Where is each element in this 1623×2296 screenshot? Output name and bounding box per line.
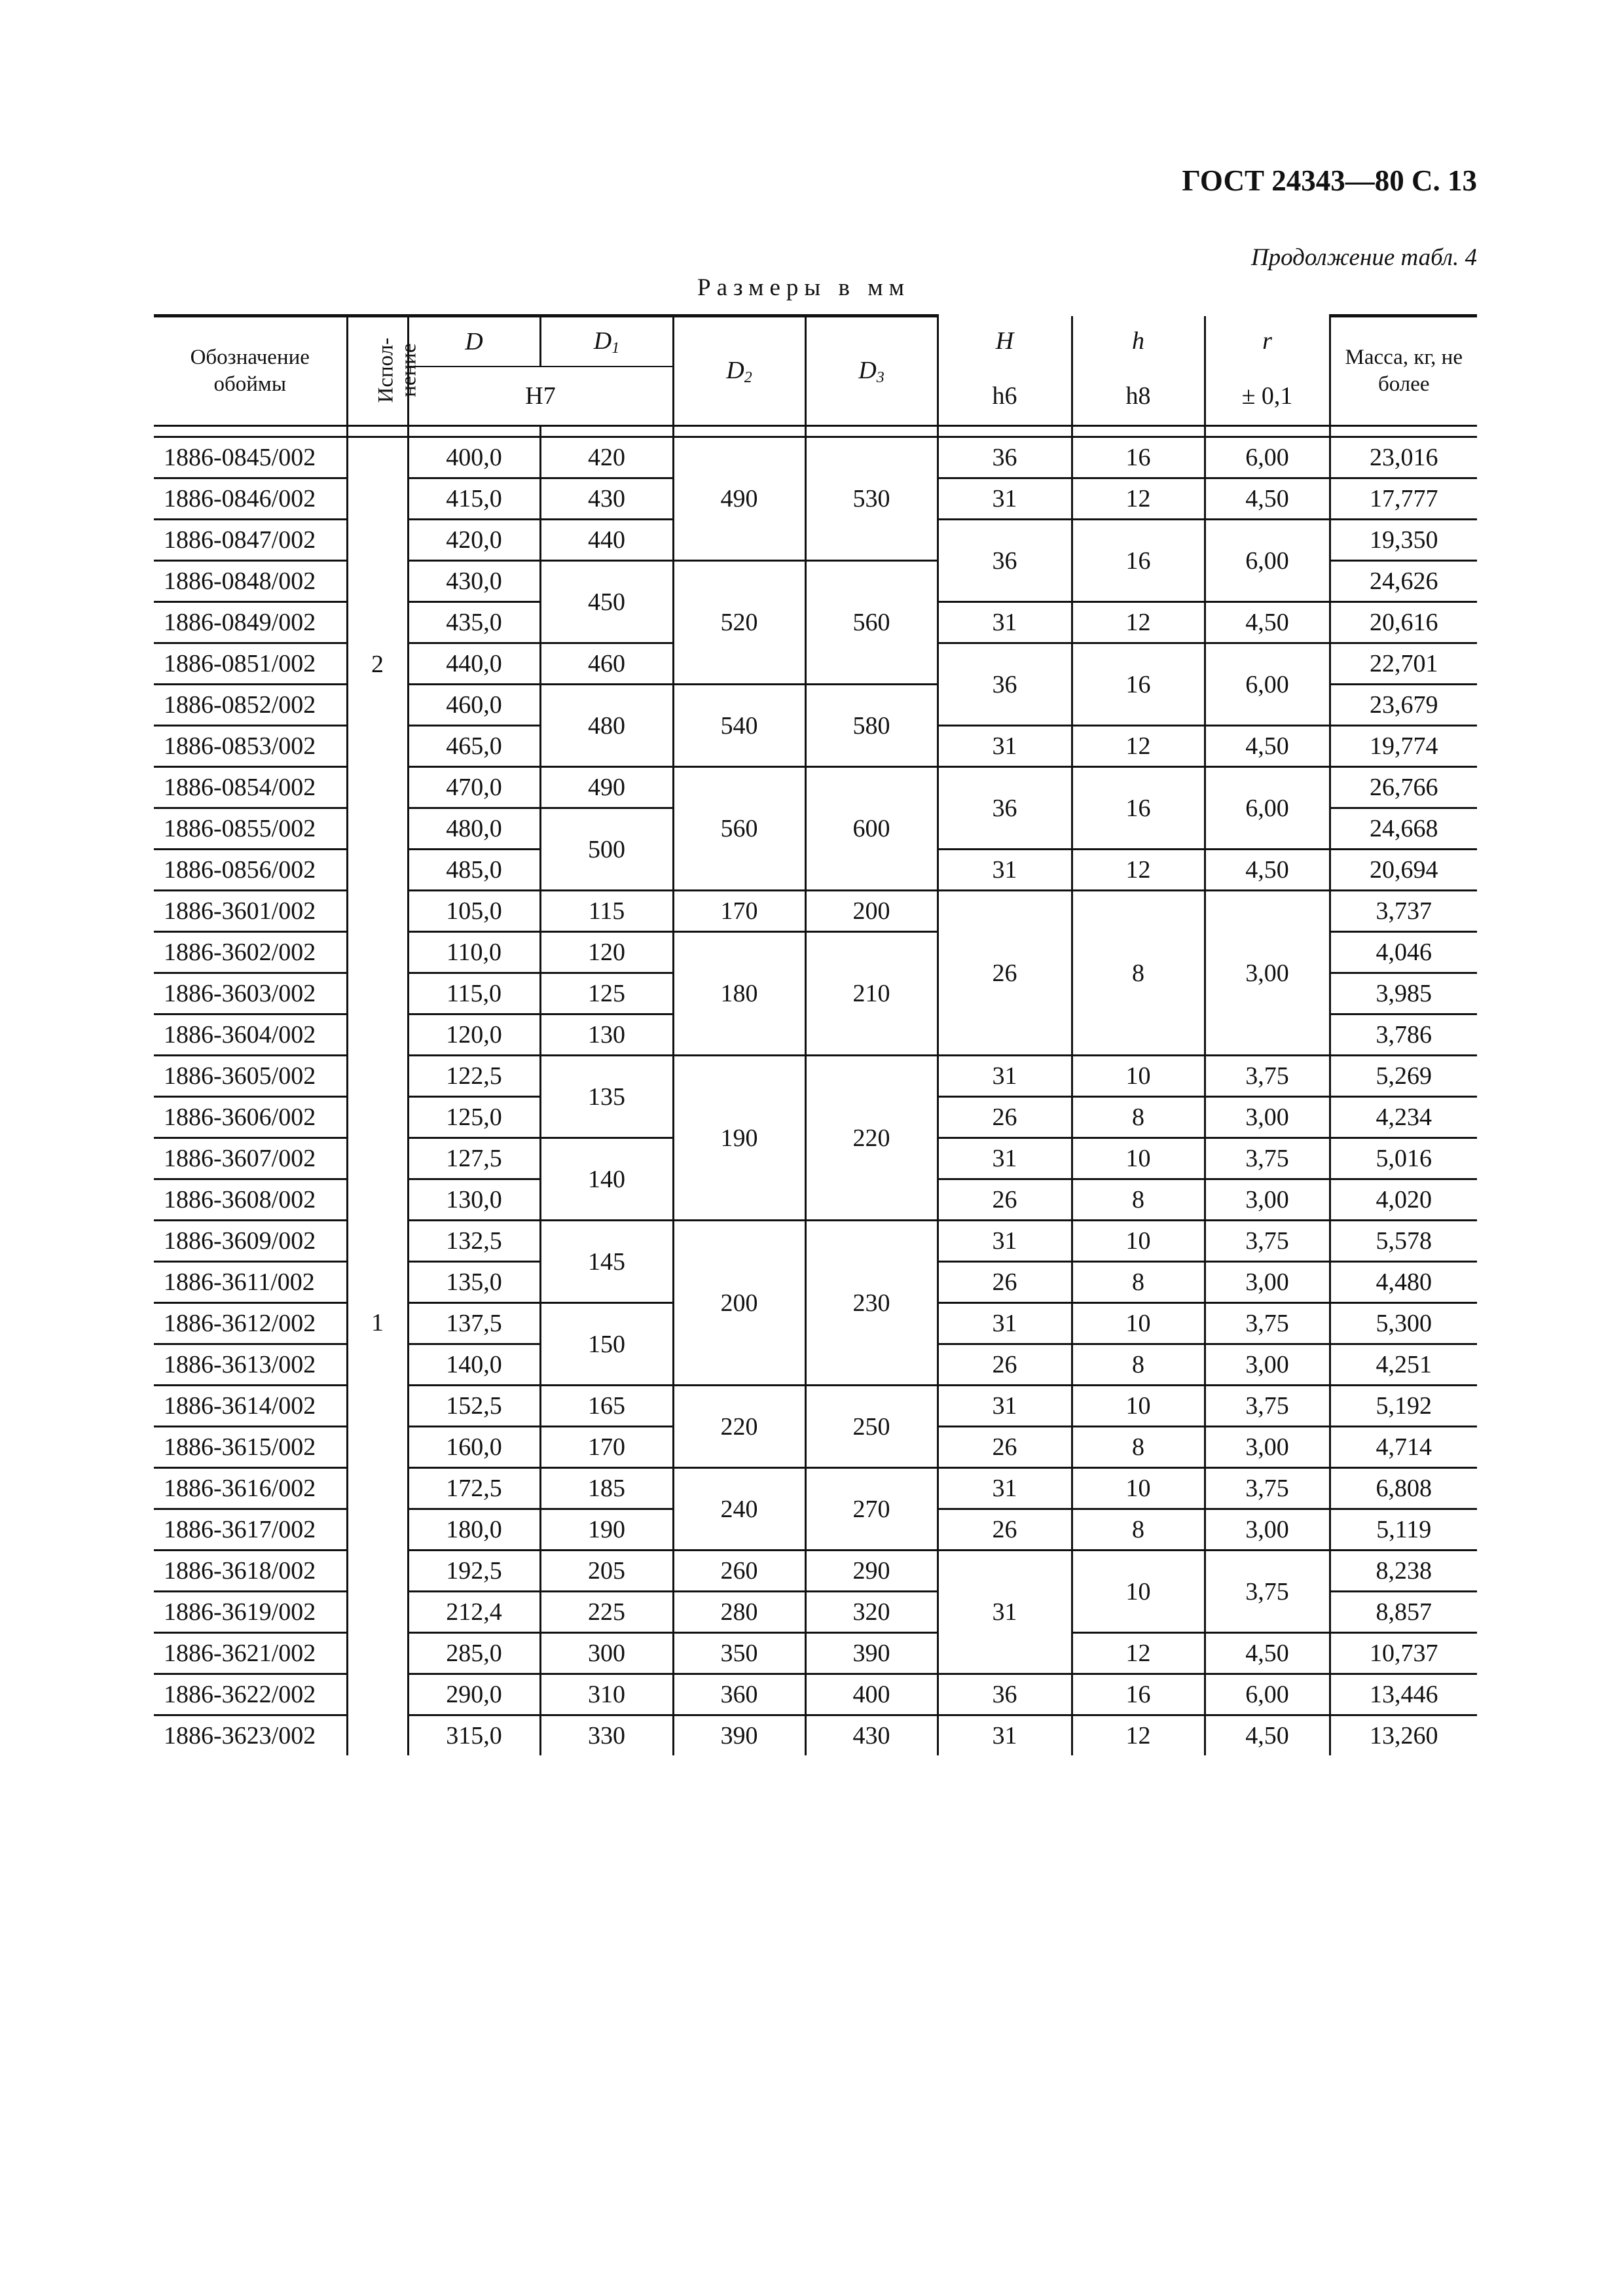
header-designation: Обозначение обоймы	[154, 316, 347, 426]
cell-D: 415,0	[408, 478, 540, 520]
cell-D: 140,0	[408, 1344, 540, 1386]
cell-r: 4,50	[1205, 1633, 1330, 1674]
cell-D1: 125	[540, 973, 673, 1014]
cell-designation: 1886-3622/002	[154, 1674, 347, 1715]
cell-D1: 115	[540, 891, 673, 932]
cell-H: 31	[938, 726, 1072, 767]
cell-H: 26	[938, 1262, 1072, 1303]
cell-D1: 440	[540, 520, 673, 561]
cell-D1: 140	[540, 1138, 673, 1221]
cell-mass: 3,737	[1330, 891, 1477, 932]
cell-mass: 23,016	[1330, 437, 1477, 478]
header-r-tolerance: ± 0,1	[1205, 367, 1330, 426]
cell-D: 192,5	[408, 1551, 540, 1592]
cell-D: 290,0	[408, 1674, 540, 1715]
cell-r: 3,75	[1205, 1056, 1330, 1097]
cell-D: 132,5	[408, 1221, 540, 1262]
cell-D1: 130	[540, 1014, 673, 1056]
cell-H: 36	[938, 643, 1072, 726]
cell-D: 135,0	[408, 1262, 540, 1303]
header-D1: $D_1$	[540, 316, 673, 367]
cell-r: 3,00	[1205, 1344, 1330, 1386]
cell-D: 440,0	[408, 643, 540, 685]
cell-designation: 1886-3618/002	[154, 1551, 347, 1592]
cell-h: 8	[1072, 891, 1205, 1056]
cell-D1: 225	[540, 1592, 673, 1633]
cell-mass: 4,251	[1330, 1344, 1477, 1386]
cell-H: 26	[938, 1427, 1072, 1468]
header-D-D1-tolerance: H7	[408, 367, 673, 426]
cell-h: 16	[1072, 1674, 1205, 1715]
cell-D1: 165	[540, 1386, 673, 1427]
cell-h: 12	[1072, 1715, 1205, 1756]
cell-mass: 17,777	[1330, 478, 1477, 520]
cell-H: 31	[938, 478, 1072, 520]
cell-h: 12	[1072, 1633, 1205, 1674]
cell-mass: 13,260	[1330, 1715, 1477, 1756]
cell-D3: 400	[805, 1674, 938, 1715]
cell-h: 16	[1072, 643, 1205, 726]
dimensions-table-wrapper	[154, 314, 1477, 1755]
cell-r: 3,00	[1205, 1262, 1330, 1303]
header-H-tolerance: h6	[938, 367, 1072, 426]
cell-mass: 8,857	[1330, 1592, 1477, 1633]
cell-h: 16	[1072, 520, 1205, 602]
cell-H: 31	[938, 602, 1072, 643]
cell-D3: 580	[805, 685, 938, 767]
cell-mass: 4,020	[1330, 1179, 1477, 1221]
cell-mass: 24,626	[1330, 561, 1477, 602]
cell-designation: 1886-3609/002	[154, 1221, 347, 1262]
cell-D1: 500	[540, 808, 673, 891]
header-h: h	[1072, 316, 1205, 367]
cell-h: 8	[1072, 1344, 1205, 1386]
cell-D: 120,0	[408, 1014, 540, 1056]
cell-H: 31	[938, 1056, 1072, 1097]
cell-H: 26	[938, 1179, 1072, 1221]
page-header: ГОСТ 24343—80 С. 13	[1182, 164, 1477, 197]
cell-r: 6,00	[1205, 643, 1330, 726]
cell-designation: 1886-0853/002	[154, 726, 347, 767]
cell-D2: 220	[673, 1386, 805, 1468]
cell-D3: 210	[805, 932, 938, 1056]
cell-mass: 3,786	[1330, 1014, 1477, 1056]
cell-r: 3,00	[1205, 1179, 1330, 1221]
cell-D1: 185	[540, 1468, 673, 1509]
cell-mass: 19,774	[1330, 726, 1477, 767]
cell-r: 3,75	[1205, 1138, 1330, 1179]
cell-mass: 19,350	[1330, 520, 1477, 561]
cell-D: 470,0	[408, 767, 540, 808]
cell-D: 172,5	[408, 1468, 540, 1509]
cell-D: 152,5	[408, 1386, 540, 1427]
cell-D1: 480	[540, 685, 673, 767]
cell-h: 8	[1072, 1509, 1205, 1551]
cell-D2: 390	[673, 1715, 805, 1756]
cell-D1: 310	[540, 1674, 673, 1715]
cell-designation: 1886-0849/002	[154, 602, 347, 643]
cell-r: 4,50	[1205, 726, 1330, 767]
cell-D2: 240	[673, 1468, 805, 1551]
cell-mass: 3,985	[1330, 973, 1477, 1014]
cell-version: 1	[347, 891, 408, 1756]
cell-designation: 1886-3602/002	[154, 932, 347, 973]
cell-H: 31	[938, 1138, 1072, 1179]
cell-r: 6,00	[1205, 520, 1330, 602]
cell-D: 130,0	[408, 1179, 540, 1221]
cell-mass: 5,300	[1330, 1303, 1477, 1344]
dimensions-table	[154, 314, 1477, 1755]
cell-D1: 150	[540, 1303, 673, 1386]
cell-r: 6,00	[1205, 767, 1330, 850]
cell-mass: 4,234	[1330, 1097, 1477, 1138]
cell-r: 3,75	[1205, 1468, 1330, 1509]
cell-mass: 23,679	[1330, 685, 1477, 726]
cell-designation: 1886-3606/002	[154, 1097, 347, 1138]
cell-mass: 5,119	[1330, 1509, 1477, 1551]
cell-D2: 170	[673, 891, 805, 932]
cell-designation: 1886-0854/002	[154, 767, 347, 808]
cell-r: 3,00	[1205, 891, 1330, 1056]
cell-D: 180,0	[408, 1509, 540, 1551]
cell-H: 26	[938, 1097, 1072, 1138]
cell-mass: 20,616	[1330, 602, 1477, 643]
cell-h: 16	[1072, 437, 1205, 478]
cell-designation: 1886-0851/002	[154, 643, 347, 685]
cell-D3: 390	[805, 1633, 938, 1674]
cell-h: 8	[1072, 1427, 1205, 1468]
table-row	[154, 437, 1477, 478]
cell-designation: 1886-3621/002	[154, 1633, 347, 1674]
cell-D1: 330	[540, 1715, 673, 1756]
cell-designation: 1886-3601/002	[154, 891, 347, 932]
cell-designation: 1886-0848/002	[154, 561, 347, 602]
cell-D: 110,0	[408, 932, 540, 973]
cell-D: 430,0	[408, 561, 540, 602]
cell-h: 12	[1072, 726, 1205, 767]
cell-D: 127,5	[408, 1138, 540, 1179]
cell-h: 8	[1072, 1262, 1205, 1303]
cell-designation: 1886-3611/002	[154, 1262, 347, 1303]
cell-D2: 490	[673, 437, 805, 561]
header-D3: $D_3$	[805, 316, 938, 426]
cell-D3: 250	[805, 1386, 938, 1468]
cell-D1: 145	[540, 1221, 673, 1303]
cell-h: 10	[1072, 1138, 1205, 1179]
cell-D2: 180	[673, 932, 805, 1056]
cell-h: 12	[1072, 850, 1205, 891]
cell-D: 315,0	[408, 1715, 540, 1756]
cell-D1: 300	[540, 1633, 673, 1674]
cell-D1: 420	[540, 437, 673, 478]
cell-D3: 600	[805, 767, 938, 891]
cell-D1: 170	[540, 1427, 673, 1468]
cell-h: 10	[1072, 1468, 1205, 1509]
cell-mass: 5,016	[1330, 1138, 1477, 1179]
cell-h: 10	[1072, 1303, 1205, 1344]
header-h-tolerance: h8	[1072, 367, 1205, 426]
cell-h: 10	[1072, 1551, 1205, 1633]
cell-mass: 26,766	[1330, 767, 1477, 808]
cell-D: 435,0	[408, 602, 540, 643]
cell-H: 31	[938, 1715, 1072, 1756]
cell-H: 36	[938, 520, 1072, 602]
cell-D1: 490	[540, 767, 673, 808]
cell-mass: 4,046	[1330, 932, 1477, 973]
cell-mass: 24,668	[1330, 808, 1477, 850]
cell-r: 4,50	[1205, 478, 1330, 520]
cell-h: 10	[1072, 1386, 1205, 1427]
cell-H: 31	[938, 1221, 1072, 1262]
cell-r: 3,75	[1205, 1386, 1330, 1427]
cell-D: 460,0	[408, 685, 540, 726]
cell-mass: 10,737	[1330, 1633, 1477, 1674]
cell-r: 3,00	[1205, 1427, 1330, 1468]
cell-r: 6,00	[1205, 1674, 1330, 1715]
cell-H: 31	[938, 1386, 1072, 1427]
table-row	[154, 891, 1477, 932]
cell-D1: 450	[540, 561, 673, 643]
cell-h: 12	[1072, 602, 1205, 643]
cell-H: 31	[938, 1468, 1072, 1509]
cell-D2: 560	[673, 767, 805, 891]
cell-mass: 6,808	[1330, 1468, 1477, 1509]
cell-D2: 520	[673, 561, 805, 685]
cell-designation: 1886-3607/002	[154, 1138, 347, 1179]
cell-D2: 280	[673, 1592, 805, 1633]
cell-D1: 430	[540, 478, 673, 520]
cell-D: 115,0	[408, 973, 540, 1014]
header-D2: $D_2$	[673, 316, 805, 426]
cell-mass: 22,701	[1330, 643, 1477, 685]
cell-D3: 530	[805, 437, 938, 561]
cell-r: 3,00	[1205, 1097, 1330, 1138]
cell-r: 3,75	[1205, 1303, 1330, 1344]
cell-designation: 1886-3612/002	[154, 1303, 347, 1344]
cell-mass: 5,578	[1330, 1221, 1477, 1262]
cell-D: 480,0	[408, 808, 540, 850]
cell-H: 26	[938, 891, 1072, 1056]
cell-D3: 290	[805, 1551, 938, 1592]
cell-h: 8	[1072, 1179, 1205, 1221]
cell-H: 26	[938, 1344, 1072, 1386]
cell-H: 36	[938, 437, 1072, 478]
cell-D3: 320	[805, 1592, 938, 1633]
cell-H: 31	[938, 850, 1072, 891]
cell-mass: 5,192	[1330, 1386, 1477, 1427]
header-D: D	[408, 316, 540, 367]
cell-designation: 1886-3617/002	[154, 1509, 347, 1551]
cell-D1: 460	[540, 643, 673, 685]
cell-r: 4,50	[1205, 1715, 1330, 1756]
cell-D3: 560	[805, 561, 938, 685]
cell-mass: 13,446	[1330, 1674, 1477, 1715]
cell-h: 10	[1072, 1056, 1205, 1097]
cell-h: 10	[1072, 1221, 1205, 1262]
cell-h: 16	[1072, 767, 1205, 850]
cell-designation: 1886-0855/002	[154, 808, 347, 850]
cell-designation: 1886-3615/002	[154, 1427, 347, 1468]
cell-D: 400,0	[408, 437, 540, 478]
cell-designation: 1886-3603/002	[154, 973, 347, 1014]
cell-mass: 4,480	[1330, 1262, 1477, 1303]
units-label: Размеры в мм	[697, 274, 911, 301]
header-H: H	[938, 316, 1072, 367]
cell-D: 485,0	[408, 850, 540, 891]
cell-designation: 1886-3613/002	[154, 1344, 347, 1386]
cell-D1: 190	[540, 1509, 673, 1551]
header-mass: Масса, кг, не более	[1330, 316, 1477, 426]
cell-h: 12	[1072, 478, 1205, 520]
cell-designation: 1886-3614/002	[154, 1386, 347, 1427]
cell-mass: 20,694	[1330, 850, 1477, 891]
header-version: Испол- нение	[347, 316, 408, 426]
cell-designation: 1886-3604/002	[154, 1014, 347, 1056]
cell-D1: 135	[540, 1056, 673, 1138]
cell-D: 285,0	[408, 1633, 540, 1674]
cell-D: 125,0	[408, 1097, 540, 1138]
cell-D3: 270	[805, 1468, 938, 1551]
cell-D: 420,0	[408, 520, 540, 561]
cell-H: 26	[938, 1509, 1072, 1551]
cell-D2: 540	[673, 685, 805, 767]
table-continuation-label: Продолжение табл. 4	[1250, 244, 1477, 271]
cell-version: 2	[347, 437, 408, 891]
cell-r: 3,00	[1205, 1509, 1330, 1551]
cell-H: 31	[938, 1551, 1072, 1674]
cell-D2: 260	[673, 1551, 805, 1592]
cell-r: 6,00	[1205, 437, 1330, 478]
cell-D3: 230	[805, 1221, 938, 1386]
cell-designation: 1886-0847/002	[154, 520, 347, 561]
header-r: r	[1205, 316, 1330, 367]
cell-H: 31	[938, 1303, 1072, 1344]
cell-designation: 1886-3616/002	[154, 1468, 347, 1509]
header-separator	[154, 426, 1477, 437]
cell-h: 8	[1072, 1097, 1205, 1138]
cell-r: 3,75	[1205, 1221, 1330, 1262]
cell-D: 137,5	[408, 1303, 540, 1344]
cell-designation: 1886-0845/002	[154, 437, 347, 478]
cell-D2: 200	[673, 1221, 805, 1386]
cell-r: 4,50	[1205, 602, 1330, 643]
cell-D3: 200	[805, 891, 938, 932]
cell-D1: 205	[540, 1551, 673, 1592]
cell-D: 465,0	[408, 726, 540, 767]
cell-H: 36	[938, 1674, 1072, 1715]
cell-D: 160,0	[408, 1427, 540, 1468]
cell-mass: 4,714	[1330, 1427, 1477, 1468]
cell-r: 4,50	[1205, 850, 1330, 891]
cell-D2: 190	[673, 1056, 805, 1221]
cell-D: 105,0	[408, 891, 540, 932]
cell-D2: 350	[673, 1633, 805, 1674]
cell-designation: 1886-3619/002	[154, 1592, 347, 1633]
cell-designation: 1886-3605/002	[154, 1056, 347, 1097]
cell-designation: 1886-3608/002	[154, 1179, 347, 1221]
cell-designation: 1886-0846/002	[154, 478, 347, 520]
cell-designation: 1886-3623/002	[154, 1715, 347, 1756]
cell-D2: 360	[673, 1674, 805, 1715]
cell-D: 212,4	[408, 1592, 540, 1633]
cell-H: 36	[938, 767, 1072, 850]
cell-D1: 120	[540, 932, 673, 973]
cell-D3: 220	[805, 1056, 938, 1221]
cell-designation: 1886-0856/002	[154, 850, 347, 891]
cell-designation: 1886-0852/002	[154, 685, 347, 726]
cell-D: 122,5	[408, 1056, 540, 1097]
cell-mass: 8,238	[1330, 1551, 1477, 1592]
cell-mass: 5,269	[1330, 1056, 1477, 1097]
cell-D3: 430	[805, 1715, 938, 1756]
cell-r: 3,75	[1205, 1551, 1330, 1633]
